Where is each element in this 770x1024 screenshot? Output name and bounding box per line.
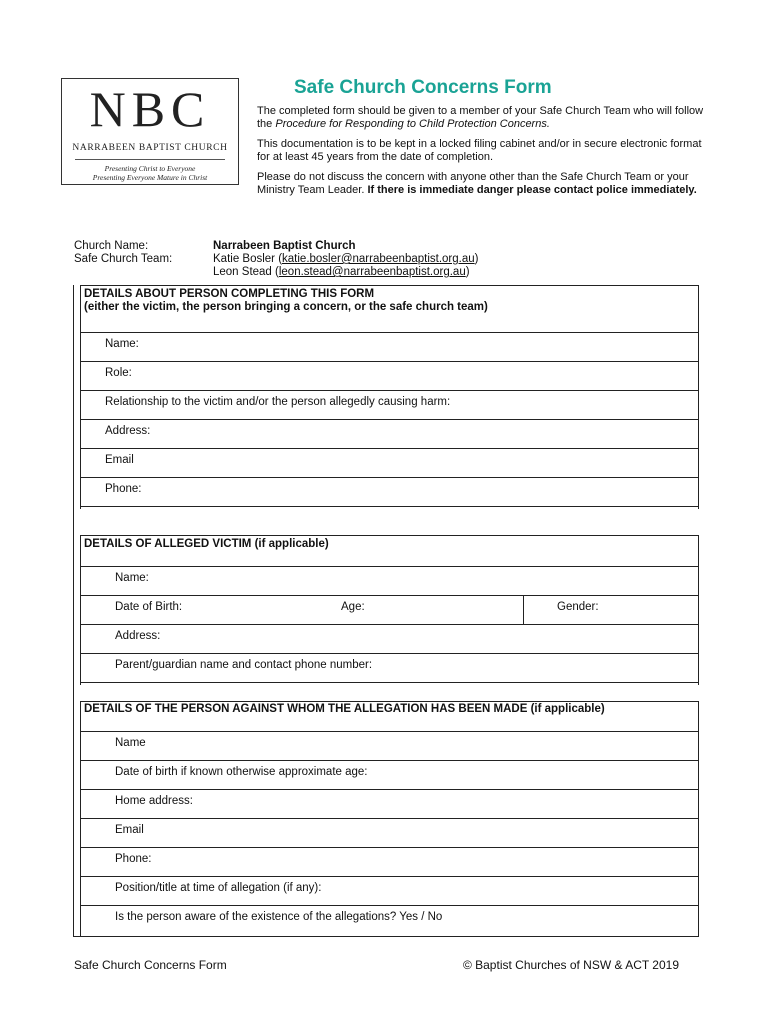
church-name-label: Church Name: — [74, 240, 149, 252]
team-member-2-email[interactable]: leon.stead@narrabeenbaptist.org.au — [278, 266, 466, 278]
field-role[interactable]: Role: — [81, 362, 698, 391]
procedure-reference: Procedure for Responding to Child Protection Concerns. — [275, 118, 550, 130]
field-alleged-dob[interactable]: Date of birth if known otherwise approximate age: — [81, 761, 698, 790]
logo-mark: NBC — [89, 81, 211, 137]
footer-form-name: Safe Church Concerns Form — [74, 958, 227, 972]
section-heading: DETAILS OF THE PERSON AGAINST WHOM THE ALLEGATION HAS BEEN MADE (if applicable) — [81, 702, 698, 732]
section-heading-line-2: (either the victim, the person bringing a concern, or the safe church team) — [84, 301, 488, 313]
footer-copyright: © Baptist Churches of NSW & ACT 2019 — [462, 958, 679, 972]
logo-divider — [75, 159, 225, 160]
field-relationship[interactable]: Relationship to the victim and/or the person allegedly causing harm: — [81, 391, 698, 420]
safe-church-team-label: Safe Church Team: — [74, 253, 173, 265]
field-alleged-email[interactable]: Email — [81, 819, 698, 848]
field-alleged-position[interactable]: Position/title at time of allegation (if any): — [81, 877, 698, 906]
field-victim-dob-row — [81, 596, 698, 625]
church-info-labels — [74, 240, 172, 266]
section-box — [80, 535, 699, 685]
section-heading-line-1: DETAILS ABOUT PERSON COMPLETING THIS FORM — [84, 288, 375, 300]
field-email[interactable]: Email — [81, 449, 698, 478]
field-alleged-name[interactable]: Name — [81, 732, 698, 761]
section-alleged-person — [73, 685, 699, 937]
instruction-para-1 — [257, 105, 707, 131]
team-member-2 — [213, 266, 478, 279]
church-name-value: Narrabeen Baptist Church — [213, 240, 356, 252]
section-heading — [81, 286, 698, 333]
field-address[interactable]: Address: — [81, 420, 698, 449]
church-info-values — [213, 240, 478, 279]
logo-tagline-2: Presenting Everyone Mature in Christ — [92, 173, 208, 182]
divider — [523, 596, 524, 625]
section-heading: DETAILS OF ALLEGED VICTIM (if applicable) — [81, 536, 698, 567]
team-member-1-name: Katie Bosler ( — [213, 253, 283, 265]
instruction-para-2: This documentation is to be kept in a locked filing cabinet and/or in secure electronic format for at least 45 years from the date of completion. — [257, 138, 702, 163]
paren-close: ) — [474, 253, 479, 265]
instruction-text: The completed form should be given to a member of your Safe Church Team who will follow the — [257, 105, 704, 130]
field-victim-age[interactable]: Age: — [341, 601, 365, 613]
instruction-text: Please do not discuss the concern with anyone other than the Safe Church Team or your Ministry Team Leader. — [257, 171, 689, 196]
field-victim-name[interactable]: Name: — [81, 567, 698, 596]
logo-tagline-1: Presenting Christ to Everyone — [104, 164, 196, 173]
field-alleged-address[interactable]: Home address: — [81, 790, 698, 819]
church-logo — [61, 78, 239, 185]
danger-warning: If there is immediate danger please contact police immediately. — [367, 184, 697, 196]
team-member-2-name: Leon Stead ( — [213, 266, 279, 278]
section-box — [80, 701, 699, 936]
instruction-para-3 — [257, 171, 707, 197]
team-member-1-email[interactable]: katie.bosler@narrabeenbaptist.org.au — [282, 253, 475, 265]
field-name[interactable]: Name: — [81, 333, 698, 362]
field-victim-dob[interactable]: Date of Birth: — [115, 601, 183, 613]
paren-close: ) — [465, 266, 470, 278]
field-alleged-aware[interactable]: Is the person aware of the existence of the allegations? Yes / No — [115, 911, 443, 923]
field-guardian-contact[interactable]: Parent/guardian name and contact phone number: — [81, 654, 698, 683]
field-victim-gender[interactable]: Gender: — [557, 601, 599, 613]
field-phone[interactable]: Phone: — [81, 478, 698, 507]
team-member-1 — [213, 253, 478, 266]
section-alleged-victim — [73, 509, 699, 685]
logo-church-name: NARRABEEN BAPTIST CHURCH — [72, 143, 228, 153]
field-victim-address[interactable]: Address: — [81, 625, 698, 654]
form-instructions — [257, 105, 707, 204]
section-person-completing — [73, 285, 699, 509]
form-title: Safe Church Concerns Form — [294, 77, 552, 98]
field-alleged-phone[interactable]: Phone: — [81, 848, 698, 877]
section-box — [80, 285, 699, 509]
